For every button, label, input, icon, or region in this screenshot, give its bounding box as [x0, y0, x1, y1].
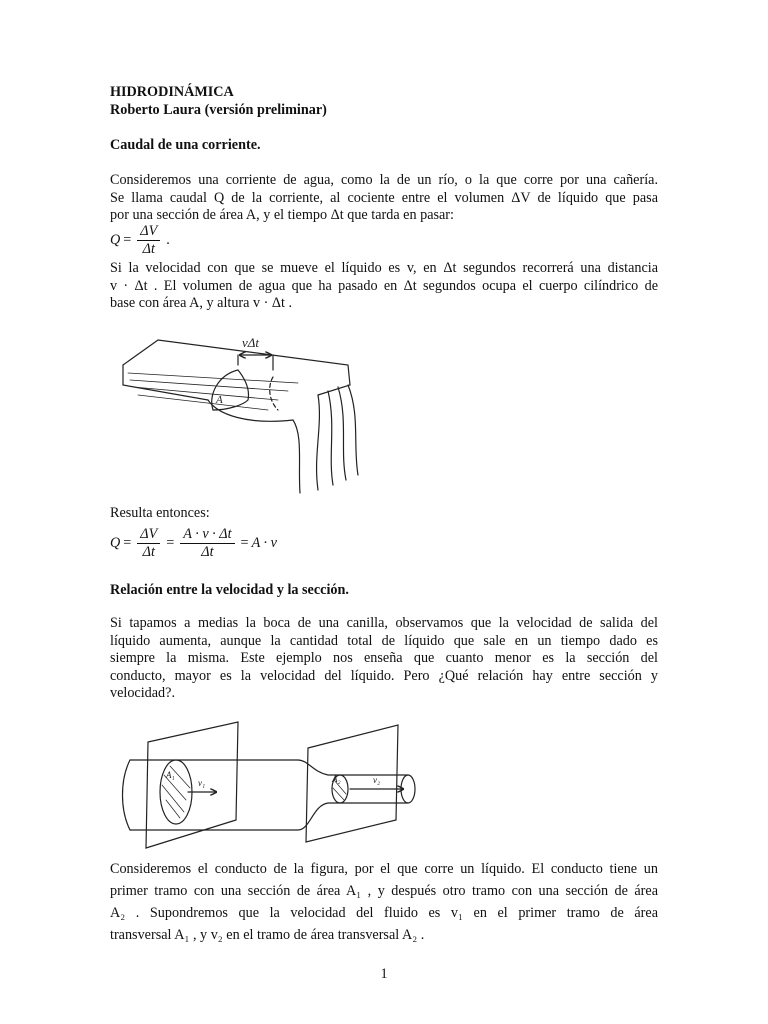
- flow-line: [317, 395, 320, 490]
- delta-label: vΔt: [242, 335, 260, 350]
- text-line: Consideremos el conducto de la figura, por el que corre un líquido. El conducto tiene un: [110, 861, 658, 877]
- equation-result: [110, 526, 277, 561]
- eq-equals: =: [123, 232, 132, 248]
- text-line: Consideremos una corriente de agua, como la de un río, o la que corre por una cañería.: [110, 172, 658, 188]
- section-a1: [160, 760, 192, 824]
- eq-equals: =: [123, 535, 132, 551]
- text-line: Si la velocidad con que se mueve el líquido es v, en Δt segundos recorrerá una distancia: [110, 260, 658, 276]
- fraction-numerator: ΔV: [137, 223, 160, 241]
- text-line: por una sección de área A, y el tiempo Δt que tarda en pasar:: [110, 207, 454, 224]
- title-text: HIDRODINÁMICA: [110, 84, 234, 100]
- text-line: velocidad?.: [110, 685, 175, 702]
- eq-rhs: A · v: [251, 535, 277, 551]
- text-line: Si tapamos a medias la boca de una canilla, observamos que la velocidad de salida del: [110, 615, 658, 631]
- flow-line: [348, 385, 358, 475]
- text-line: A₂ . Supondremos que la velocidad del fluido es v₁ en el primer tramo de área: [110, 905, 658, 921]
- channel-top-edge: [123, 340, 350, 395]
- label-v1: v₁: [198, 778, 206, 788]
- label-a2: A₂: [332, 774, 341, 784]
- text-line: Se llama caudal Q de la corriente, al cociente entre el volumen ΔV de líquido que pasa: [110, 189, 658, 206]
- text-line: siempre la misma. Este ejemplo nos enseña que cuanto menor es la sección del: [110, 650, 658, 667]
- page-number: 1: [380, 966, 388, 982]
- conduit-figure: [118, 720, 428, 850]
- section2-paragraph2: [110, 858, 658, 946]
- text-line: transversal A₁ , y v₂ en el tramo de área transversal A₂ .: [110, 927, 425, 943]
- eq-fraction-1: [137, 526, 160, 561]
- text-line: líquido aumenta, aunque la cantidad total de líquido que sale en un tiempo dado es: [110, 632, 658, 649]
- text-line: base con área A, y altura v · Δt .: [110, 295, 293, 312]
- fraction-denominator: Δt: [142, 544, 155, 560]
- section2-heading: Relación entre la velocidad y la sección.: [110, 582, 349, 598]
- fraction-numerator: A · v · Δt: [180, 526, 234, 544]
- section1-paragraph2: [110, 260, 658, 313]
- eq-fraction-2: [180, 526, 234, 561]
- eq-equals: =: [240, 535, 249, 551]
- section1-paragraph1: [110, 172, 658, 225]
- delta-markers: [238, 355, 273, 370]
- area-label: A: [216, 394, 223, 406]
- section1-heading: Caudal de una corriente.: [110, 137, 261, 153]
- section2-paragraph1: [110, 615, 658, 703]
- result-intro: Resulta entonces:: [110, 505, 210, 521]
- plane-2: [306, 725, 398, 842]
- flow-line: [328, 391, 333, 485]
- text-line: v · Δt . El volumen de agua que ha pasado en Δt segundos ocupa el cuerpo cilíndrico de: [110, 277, 658, 294]
- eq-fraction: [137, 223, 160, 258]
- fraction-denominator: Δt: [142, 241, 155, 257]
- document-title: [110, 84, 658, 119]
- channel-figure: [118, 325, 363, 495]
- fraction-numerator: ΔV: [137, 526, 160, 544]
- equation-caudal: [110, 223, 173, 258]
- label-a1: A₁: [166, 770, 175, 780]
- flow-line: [293, 420, 300, 493]
- fraction-denominator: Δt: [201, 544, 214, 560]
- text-line: primer tramo con una sección de área A₁ , y después otro tramo con una sección de área: [110, 883, 658, 899]
- label-v2: v₂: [373, 775, 381, 785]
- eq-equals: =: [166, 535, 175, 551]
- eq-lhs: Q: [110, 232, 121, 248]
- eq-lhs: Q: [110, 535, 121, 551]
- conduit-left-end: [123, 760, 131, 830]
- eq-period: .: [166, 232, 170, 248]
- flow-line: [338, 387, 346, 480]
- author-text: Roberto Laura (versión preliminar): [110, 101, 327, 118]
- text-line: conducto, mayor es la velocidad del líquido. Pero ¿Qué relación hay entre sección y: [110, 667, 658, 684]
